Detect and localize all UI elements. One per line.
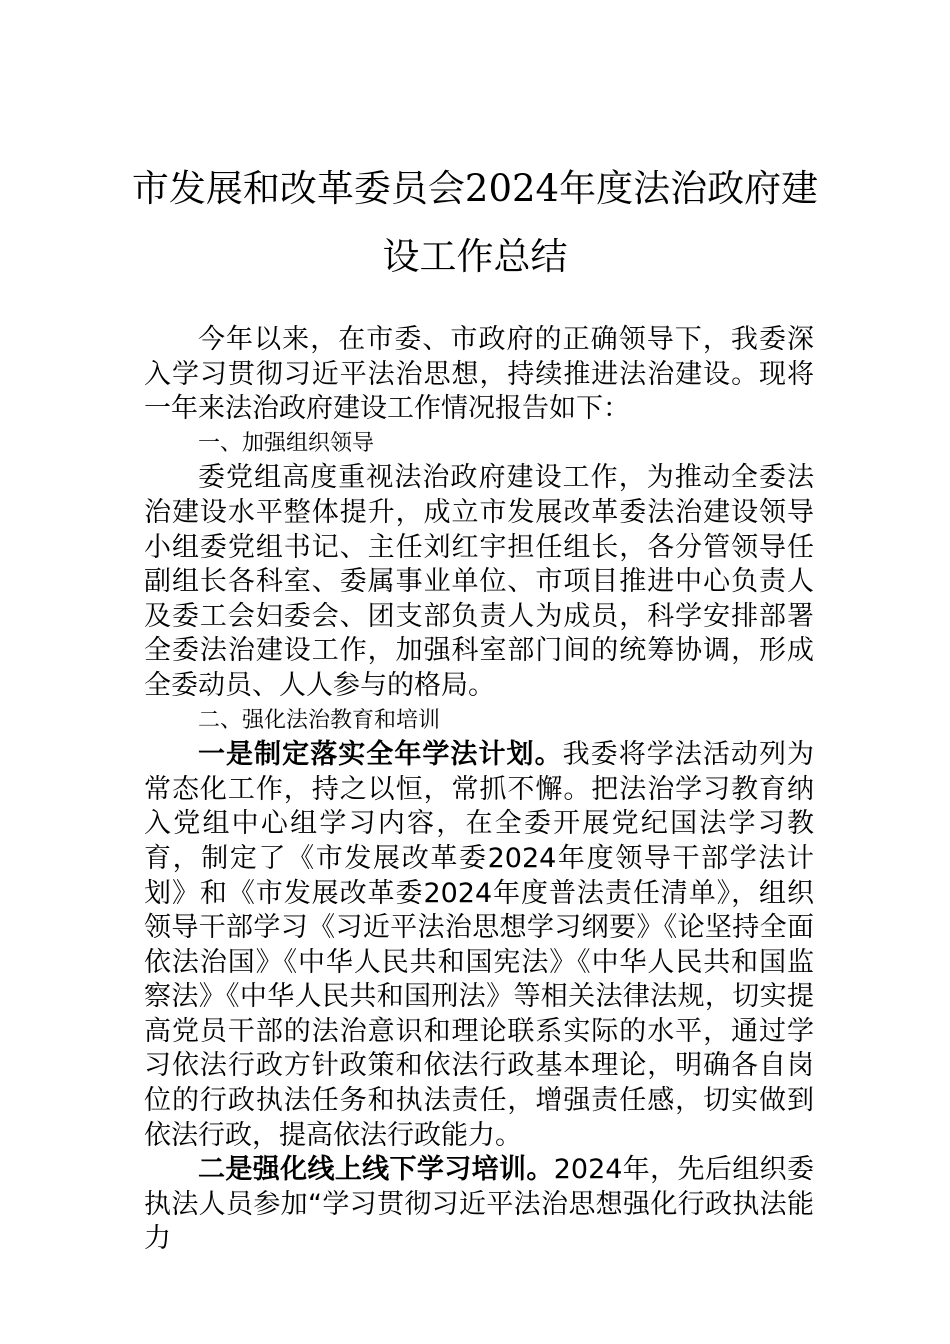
- section-2-item-1-paragraph: [144, 738, 814, 1153]
- section-2-item-1-lead: 一是制定落实全年学法计划。: [198, 739, 563, 771]
- section-2-item-2-paragraph: [144, 1153, 814, 1257]
- document-title-line-2: 设工作总结: [382, 235, 568, 278]
- section-2-heading: 二、强化法治教育和培训: [198, 707, 441, 733]
- section-2-item-2-lead: 二是强化线上线下学习培训。: [198, 1154, 554, 1186]
- section-2-item-2-text: 2024年，先后组织委执法人员参加“学习贯彻习近平法治思想强化行政执法能力: [144, 1154, 814, 1255]
- document-title-line-1: 市发展和改革委员会2024年度法治政府建: [131, 167, 819, 210]
- section-1-heading: 一、加强组织领导: [198, 430, 375, 456]
- intro-paragraph: 今年以来，在市委、市政府的正确领导下，我委深入学习贯彻习近平法治思想，持续推进法治建设。现将一年来法治政府建设工作情况报告如下：: [144, 324, 814, 425]
- section-1-paragraph: 委党组高度重视法治政府建设工作，为推动全委法治建设水平整体提升，成立市发展改革委法治建设领导小组委党组书记、主任刘红宇担任组长，各分管领导任副组长各科室、委属事业单位、市项目推进中心负责人及委工会妇委会、团支部负责人为成员，科学安排部署全委法治建设工作，加强科室部门间的统筹协调，形成全委动员、人人参与的格局。: [144, 462, 814, 701]
- section-2-item-1-text: 我委将学法活动列为常态化工作，持之以恒，常抓不懈。把法治学习教育纳入党组中心组学习内容，在全委开展党纪国法学习教育，制定了《市发展改革委2024年度领导干部学法计划》和《市发展改革委2024年度普法责任清单》，组织领导干部学习《习近平法治思想学习纲要》《论坚持全面依法治国》《中华人民共和国宪法》《中华人民共和国监察法》《中华人民共和国刑法》等相关法律法规，切实提高党员干部的法治意识和理论联系实际的水平，通过学习依法行政方针政策和依法行政基本理论，明确各自岗位的行政执法任务和执法责任，增强责任感，切实做到依法行政，提高依法行政能力。: [144, 739, 815, 1151]
- document-body: [144, 323, 814, 1257]
